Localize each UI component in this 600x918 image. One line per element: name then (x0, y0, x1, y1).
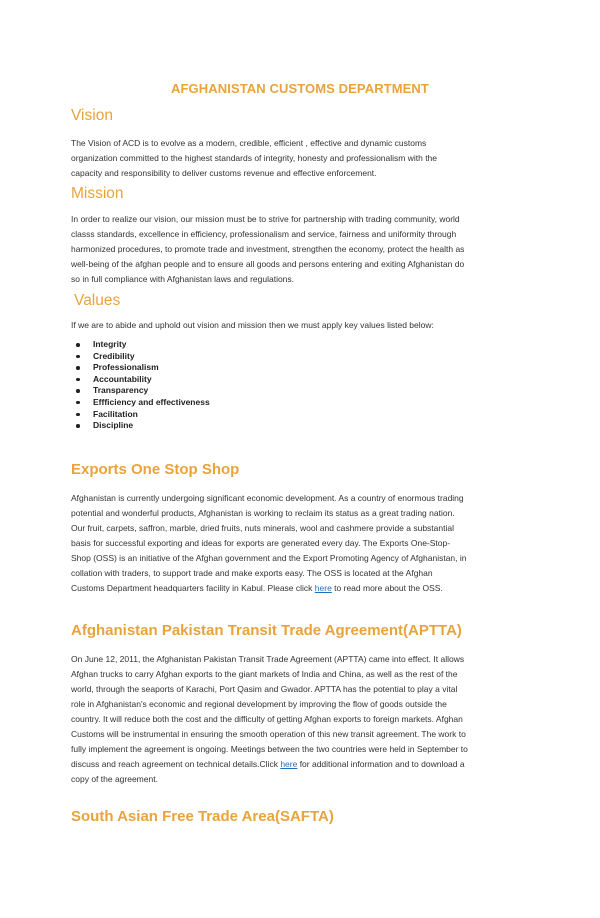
values-heading: Values (74, 292, 121, 309)
aptta-link-before: discuss and reach agreement on technical details.Click (71, 759, 281, 769)
value-label: Facilitation (93, 408, 138, 419)
exports-last-text: Customs Department headquarters facility in Kabul. Please click (71, 583, 315, 593)
safta-heading: South Asian Free Trade Area(SAFTA) (71, 808, 334, 825)
vision-line: The Vision of ACD is to evolve as a modern, credible, efficient , effective and dynamic customs (71, 138, 427, 148)
list-item (71, 351, 210, 363)
list-item (71, 385, 210, 397)
vision-heading: Vision (71, 107, 113, 124)
values-intro (71, 318, 533, 333)
bullet-icon (76, 355, 80, 359)
exports-line: Afghanistan is currently undergoing significant economic development. As a country of enormous trading (71, 493, 464, 503)
exports-line: Shop (OSS) is an initiative of the Afghan government and the Export Promoting Agency of Afghanistan, in (71, 553, 467, 563)
aptta-line (71, 757, 533, 772)
aptta-line: world, through the seaports of Karachi, Port Qasim and Gwador. APTTA has the potential to play a vital (71, 684, 458, 694)
aptta-line: copy of the agreement. (71, 774, 158, 784)
value-label: Accountability (93, 373, 152, 384)
mission-line: In order to realize our vision, our mission must be to strive for partnership with trading community, world (71, 214, 460, 224)
exports-heading: Exports One Stop Shop (71, 461, 240, 478)
value-label: Credibility (93, 350, 135, 361)
value-label: Professionalism (93, 362, 159, 373)
exports-last-text-end: to read more about the OSS. (331, 583, 443, 593)
value-label: Integrity (93, 339, 127, 349)
document-title: AFGHANISTAN CUSTOMS DEPARTMENT (171, 81, 429, 96)
value-label: Effficiency and effectiveness (93, 396, 210, 407)
value-label: Transparency (93, 385, 149, 396)
aptta-line: On June 12, 2011, the Afghanistan Pakistan Transit Trade Agreement (APTTA) came into effect. It allows (71, 654, 465, 664)
list-item (71, 409, 210, 421)
bullet-icon (76, 343, 80, 347)
aptta-here-link[interactable]: here (280, 759, 298, 769)
mission-line: so in full compliance with Afghanistan laws and regulations. (71, 274, 295, 284)
aptta-line: Customs will be instrumental in ensuring the smooth operation of this new transit agreement. The work to (71, 729, 466, 739)
aptta-paragraph (71, 652, 533, 787)
aptta-line: country. It will reduce both the cost and the difficulty of getting Afghan exports to foreign markets. Afghan (71, 714, 463, 724)
mission-heading: Mission (71, 185, 124, 202)
aptta-line: Afghan trucks to carry Afghan exports to the giant markets of India and China, as well as the rest of the (71, 669, 458, 679)
values-list (71, 339, 210, 432)
mission-line: well-being of the afghan people and to ensure all goods and persons entering and exiting Afghanistan do (71, 259, 465, 269)
exports-line: basis for successful exporting and ideas for exports are generated every day. The Exports One-Stop- (71, 538, 451, 548)
list-item (71, 420, 210, 432)
oss-here-link[interactable]: here (314, 583, 332, 593)
exports-line (71, 581, 533, 596)
bullet-icon (76, 413, 80, 417)
bullet-icon (76, 378, 80, 382)
list-item (71, 362, 210, 374)
vision-line: organization committed to the highest standards of integrity, honesty and professionalism with the (71, 153, 438, 163)
values-intro-text: If we are to abide and uphold out vision and mission then we must apply key values listed below: (71, 320, 434, 330)
aptta-line: role in Afghanistan's economic and regional development by improving the flow of goods outside the (71, 699, 447, 709)
mission-line: classs standards, excellence in efficiency, professionalism and service, fairness and uniformity through (71, 229, 457, 239)
exports-paragraph (71, 491, 533, 596)
vision-paragraph (71, 136, 533, 181)
list-item (71, 397, 210, 409)
list-item (71, 339, 210, 351)
bullet-icon (76, 424, 80, 428)
exports-line: collation with traders, to support trade and make exports easy. The OSS is located at the Afghan (71, 568, 433, 578)
aptta-link-after: for additional information and to download a (297, 759, 465, 769)
exports-line: Our fruit, carpets, saffron, marble, dried fruits, nuts minerals, wool and cashmere provide a substantial (71, 523, 454, 533)
value-label: Discipline (93, 420, 134, 431)
bullet-icon (76, 401, 80, 405)
list-item (71, 374, 210, 386)
mission-line: harmonized procedures, to promote trade and investment, strengthen the economy, protect the health as (71, 244, 465, 254)
vision-line: capacity and responsibility to deliver customs revenue and effective enforcement. (71, 168, 377, 178)
aptta-heading: Afghanistan Pakistan Transit Trade Agreement(APTTA) (71, 622, 462, 639)
aptta-line: fully implement the agreement is ongoing. Meetings between the two countries were held in September to (71, 744, 468, 754)
bullet-icon (76, 389, 80, 393)
mission-paragraph (71, 212, 533, 287)
exports-line: potential and wonderful products, Afghanistan is working to reclaim its status as a great trading nation. (71, 508, 455, 518)
bullet-icon (76, 366, 80, 370)
